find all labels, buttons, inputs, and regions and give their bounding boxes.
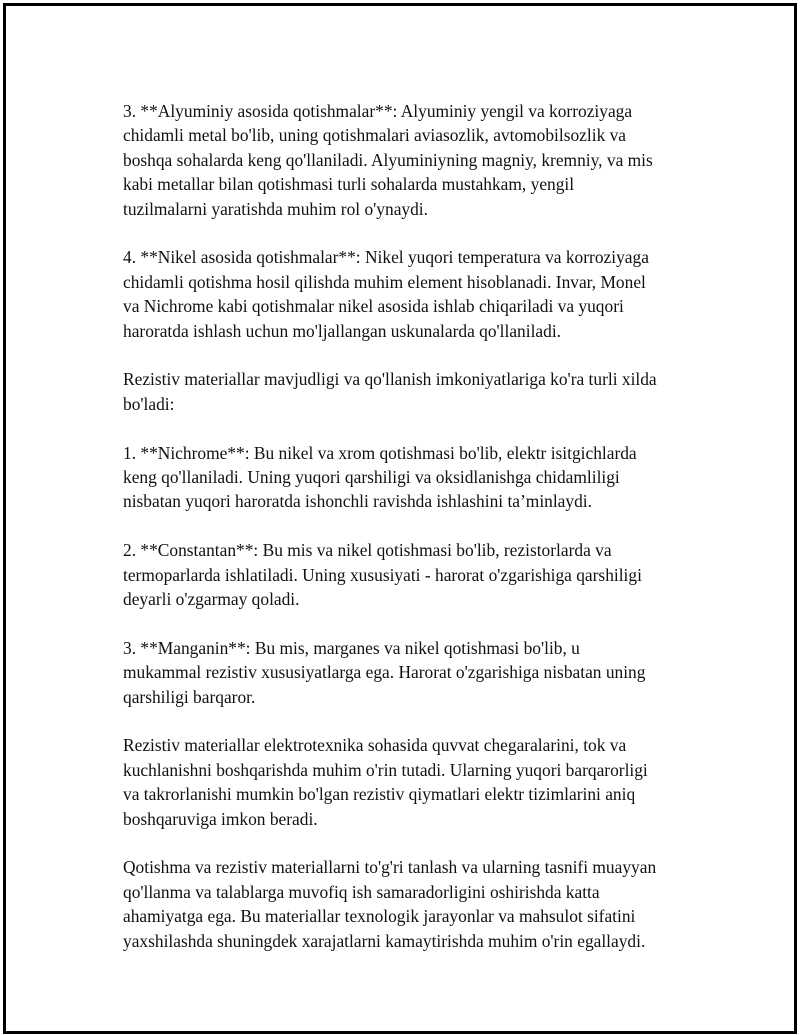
document-body bbox=[123, 99, 703, 953]
page-frame bbox=[3, 3, 797, 1034]
paragraph-nichrome: 1. **Nichrome**: Bu nikel va xrom qotishmasi bo'lib, elektr isitgichlarda keng qo'llaniladi. Uning yuqori qarshiligi va oksidlanishga chidamliligi nisbatan yuqori haroratda ishonchli ravishda ishlashini ta’minlaydi. bbox=[123, 442, 637, 512]
paragraph-constantan: 2. **Constantan**: Bu mis va nikel qotishmasi bo'lib, rezistorlarda va termoparlarda ishlatiladi. Uning xususiyati - harorat o'zgarishiga qarshiligi deyarli o'zgarmay qoladi. bbox=[123, 540, 642, 610]
paragraph-resistive-role: Rezistiv materiallar elektrotexnika sohasida quvvat chegaralarini, tok va kuchlanishni boshqarishda muhim o'rin tutadi. Ularning yuqori barqarorligi va takrorlanishi mumkin bo'lgan rezistiv qiymatlari elektr tizimlarini aniq boshqaruviga imkon beradi. bbox=[123, 735, 648, 829]
paragraph-manganin: 3. **Manganin**: Bu mis, marganes va nikel qotishmasi bo'lib, u mukammal rezistiv xususiyatlarga ega. Harorat o'zgarishiga nisbatan uning qarshiligi barqaror. bbox=[123, 637, 646, 707]
paragraph-conclusion: Qotishma va rezistiv materiallarni to'g'ri tanlash va ularning tasnifi muayyan qo'llanma va talablarga muvofiq ish samaradorligini oshirishda katta ahamiyatga ega. Bu materiallar texnologik jarayonlar va mahsulot sifatini yaxshilashda shuningdek xarajatlarni kamaytirishda muhim o'rin egallaydi. bbox=[123, 857, 657, 951]
paragraph-resistive-intro: Rezistiv materiallar mavjudligi va qo'llanish imkoniyatlariga ko'ra turli xilda bo'ladi: bbox=[123, 369, 657, 414]
paragraph-aluminum-alloys: 3. **Alyuminiy asosida qotishmalar**: Alyuminiy yengil va korroziyaga chidamli metal bo'lib, uning qotishmalari aviasozlik, avtomobilsozlik va boshqa sohalarda keng qo'llaniladi. Alyuminiyning magniy, kremniy, va mis kabi metallar bilan qotishmasi turli sohalarda mustahkam, yengil tuzilmalarni yaratishda muhim rol o'ynaydi. bbox=[123, 101, 653, 219]
paragraph-nickel-alloys: 4. **Nikel asosida qotishmalar**: Nikel yuqori temperatura va korroziyaga chidamli qotishma hosil qilishda muhim element hisoblanadi. Invar, Monel va Nichrome kabi qotishmalar nikel asosida ishlab chiqariladi va yuqori haroratda ishlash uchun mo'ljallangan uskunalarda qo'llaniladi. bbox=[123, 247, 649, 341]
